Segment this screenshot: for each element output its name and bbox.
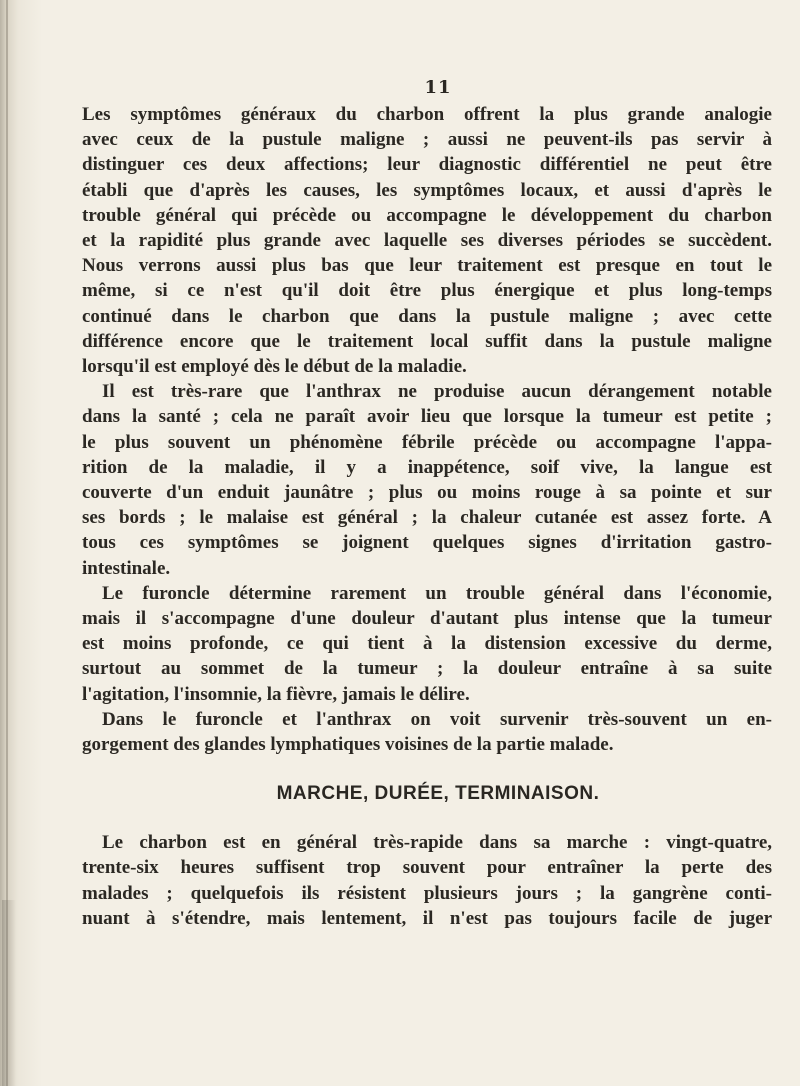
text-line: ses bords ; le malaise est général ; la chaleur cutanée est assez forte. A [82,507,772,529]
text-line: Il est très-rare que l'anthrax ne produise aucun dérangement notable [102,381,772,403]
section-heading: MARCHE, DURÉE, TERMINAISON. [276,783,600,805]
body-text [60,102,788,757]
text-line: Dans le furoncle et l'anthrax on voit survenir très-souvent un en- [102,708,772,730]
text-line: surtout au sommet de la tumeur ; la douleur entraîne à sa suite [82,658,772,680]
text-line: établi que d'après les causes, les symptômes locaux, et aussi d'après le [82,179,772,201]
text-line: lorsqu'il est employé dès le début de la maladie. [82,356,467,378]
text-line: mais il s'accompagne d'une douleur d'autant plus intense que la tumeur [82,608,772,630]
text-line: distinguer ces deux affections; leur diagnostic différentiel ne peut être [82,154,772,176]
paragraph-marche [60,830,788,931]
text-line: Les symptômes généraux du charbon offrent la plus grande analogie [82,104,772,125]
text-line: Nous verrons aussi plus bas que leur traitement est presque en tout le [82,255,772,277]
text-line: tous ces symptômes se joignent quelques signes d'irritation gastro- [82,532,772,554]
book-page [60,20,788,931]
page-number: 11 [424,77,452,98]
text-line: Le furoncle détermine rarement un trouble général dans l'économie, [102,582,772,604]
text-line: est moins profonde, ce qui tient à la distension excessive du derme, [82,633,772,655]
text-line: le plus souvent un phénomène fébrile précède ou accompagne l'appa- [82,431,772,453]
text-line: intestinale. [82,557,171,579]
text-line: gorgement des glandes lymphatiques voisines de la partie malade. [82,734,614,756]
text-line: nuant à s'étendre, mais lentement, il n'est pas toujours facile de juger [82,907,772,929]
text-line: même, si ce n'est qu'il doit être plus énergique et plus long-temps [82,280,772,302]
text-line: différence encore que le traitement local suffit dans la pustule maligne [82,330,772,352]
text-line: malades ; quelquefois ils résistent plusieurs jours ; la gangrène conti- [82,882,772,904]
text-line: avec ceux de la pustule maligne ; aussi ne peuvent-ils pas servir à [82,129,772,151]
page-stain [2,900,16,1086]
text-line: rition de la maladie, il y a inappétence, soif vive, la langue est [82,456,772,478]
paragraph-engorgement [60,707,788,757]
text-line: Le charbon est en général très-rapide dans sa marche : vingt-quatre, [102,832,772,854]
text-line: trente-six heures suffisent trop souvent pour entraîner la perte des [82,857,772,879]
paragraph-anthrax [60,379,788,581]
text-line: dans la santé ; cela ne paraît avoir lieu que lorsque la tumeur est petite ; [82,406,772,428]
paragraph-symptomes-generaux [60,102,788,379]
text-line: couverte d'un enduit jaunâtre ; plus ou moins rouge à sa pointe et sur [82,482,772,504]
text-line: et la rapidité plus grande avec laquelle ses diverses périodes se succèdent. [82,230,772,252]
paragraph-furoncle [60,581,788,707]
text-line: trouble général qui précède ou accompagne le développement du charbon [82,204,772,226]
body-text-section [60,830,788,931]
text-line: l'agitation, l'insomnie, la fièvre, jamais le délire. [82,683,470,705]
text-line: continué dans le charbon que dans la pustule maligne ; avec cette [82,305,772,327]
